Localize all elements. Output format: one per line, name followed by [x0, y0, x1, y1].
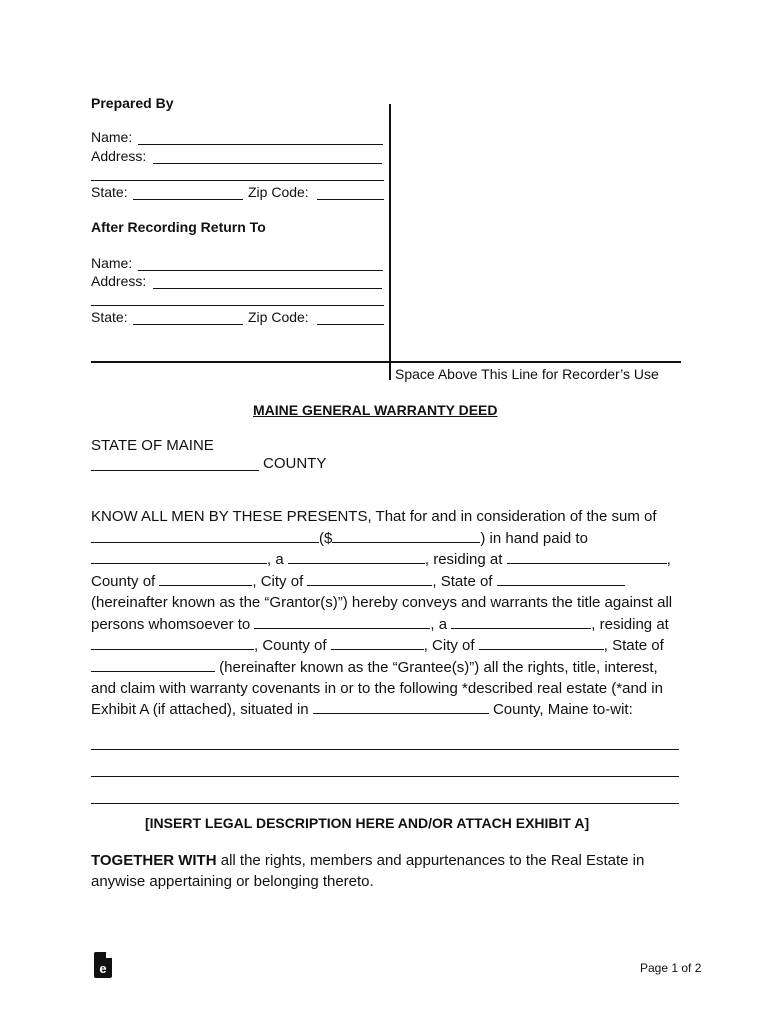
- grantor-county-field[interactable]: [159, 571, 252, 586]
- grantor-city-field[interactable]: [307, 571, 432, 586]
- recorder-note: Space Above This Line for Recorder’s Use: [395, 366, 659, 382]
- dollar-open: ($: [319, 529, 333, 547]
- return-zip-label: Zip Code:: [248, 309, 309, 325]
- prepared-name-label: Name:: [91, 129, 133, 145]
- para-line-5: [91, 593, 691, 614]
- grantor-name-field[interactable]: [91, 549, 267, 564]
- grantee-state-field[interactable]: [91, 657, 215, 672]
- exhibit-situated-text: Exhibit A (if attached), situated in: [91, 701, 309, 719]
- para-line-6: [91, 614, 691, 636]
- para-line-9: [91, 679, 691, 700]
- residing-at-text-2: , residing at: [591, 615, 669, 633]
- legal-description-line-1[interactable]: [91, 749, 679, 750]
- grantee-county-field[interactable]: [331, 635, 424, 650]
- return-zip-field[interactable]: [317, 324, 384, 325]
- para-line-2: [91, 528, 691, 550]
- prepared-address-label: Address:: [91, 148, 147, 164]
- together-with-line-2: anywise appertaining or belonging thereto.: [91, 873, 374, 890]
- together-with-rest: all the rights, members and appurtenances to the Real Estate in: [216, 852, 645, 869]
- conveyance-paragraph: [91, 507, 691, 721]
- page-number: Page 1 of 2: [640, 961, 702, 975]
- return-address-field[interactable]: [153, 288, 382, 289]
- county-maine-text: County, Maine to-wit:: [492, 701, 633, 719]
- deed-title: MAINE GENERAL WARRANTY DEED: [253, 402, 498, 418]
- prepared-zip-label: Zip Code:: [248, 184, 309, 200]
- grantor-state-field[interactable]: [497, 571, 625, 586]
- in-hand-paid-text: ) in hand paid to: [480, 529, 588, 547]
- para-line-1: [91, 507, 691, 528]
- grantor-address-field[interactable]: [507, 549, 667, 564]
- return-name-label: Name:: [91, 255, 133, 271]
- after-recording-heading: After Recording Return To: [91, 219, 266, 235]
- para-line-7: [91, 635, 691, 657]
- recorder-horizontal-divider: [91, 361, 681, 363]
- para-line-10: [91, 699, 691, 721]
- legal-description-line-3[interactable]: [91, 803, 679, 804]
- a-text-2: , a: [430, 615, 448, 633]
- prepared-name-field[interactable]: [138, 144, 383, 145]
- svg-text:e: e: [99, 961, 107, 976]
- state-of-text-2: , State of: [603, 637, 664, 655]
- county-of-text: County of: [91, 573, 156, 591]
- grantor-definition-text: (hereinafter known as the “Grantor(s)”) hereby conveys and warrants the title against all: [91, 593, 673, 611]
- prepared-state-field[interactable]: [133, 199, 243, 200]
- state-of-text: , State of: [432, 573, 493, 591]
- city-of-text-2: , City of: [423, 637, 475, 655]
- grantee-status-field[interactable]: [451, 614, 591, 629]
- county-word: COUNTY: [263, 455, 327, 472]
- para-text-consideration: KNOW ALL MEN BY THESE PRESENTS, That for and in consideration of the sum of: [91, 508, 657, 525]
- county-of-text-2: , County of: [254, 637, 327, 655]
- together-with-line-1: [91, 852, 644, 869]
- para-line-3: [91, 549, 691, 571]
- eforms-logo-icon: [93, 952, 113, 978]
- prepared-address-field[interactable]: [153, 163, 382, 164]
- return-state-label: State:: [91, 309, 128, 325]
- a-text: , a: [267, 551, 284, 569]
- prepared-by-heading: Prepared By: [91, 95, 174, 111]
- consideration-words-field[interactable]: [91, 528, 319, 543]
- prepared-zip-field[interactable]: [317, 199, 384, 200]
- grantee-name-field[interactable]: [254, 614, 430, 629]
- return-state-field[interactable]: [133, 324, 243, 325]
- para-line-8: [91, 657, 691, 679]
- covenants-text: and claim with warranty covenants in or to the following *described real estate (*and in: [91, 679, 663, 697]
- prepared-state-label: State:: [91, 184, 128, 200]
- return-name-field[interactable]: [138, 270, 383, 271]
- state-of-maine: STATE OF MAINE: [91, 437, 214, 454]
- residing-at-text: , residing at: [424, 551, 503, 569]
- prepared-address-line2-field[interactable]: [91, 180, 384, 181]
- recorder-vertical-divider: [389, 104, 391, 380]
- para-line-4: [91, 571, 691, 593]
- together-with-bold: TOGETHER WITH: [91, 852, 217, 869]
- legal-description-line-2[interactable]: [91, 776, 679, 777]
- comma-text: ,: [666, 551, 671, 569]
- grantee-address-field[interactable]: [91, 635, 254, 650]
- persons-whomsoever-text: persons whomsoever to: [91, 615, 251, 633]
- county-name-field[interactable]: [91, 470, 259, 471]
- city-of-text: , City of: [252, 573, 304, 591]
- property-county-field[interactable]: [313, 699, 489, 714]
- grantor-status-field[interactable]: [288, 549, 425, 564]
- insert-legal-description-note: [INSERT LEGAL DESCRIPTION HERE AND/OR ATTACH EXHIBIT A]: [145, 815, 590, 831]
- grantee-city-field[interactable]: [479, 635, 604, 650]
- return-address-line2-field[interactable]: [91, 305, 384, 306]
- grantee-definition-text: (hereinafter known as the “Grantee(s)”) all the rights, title, interest,: [219, 658, 658, 676]
- return-address-label: Address:: [91, 273, 147, 289]
- dollar-amount-field[interactable]: [332, 528, 480, 543]
